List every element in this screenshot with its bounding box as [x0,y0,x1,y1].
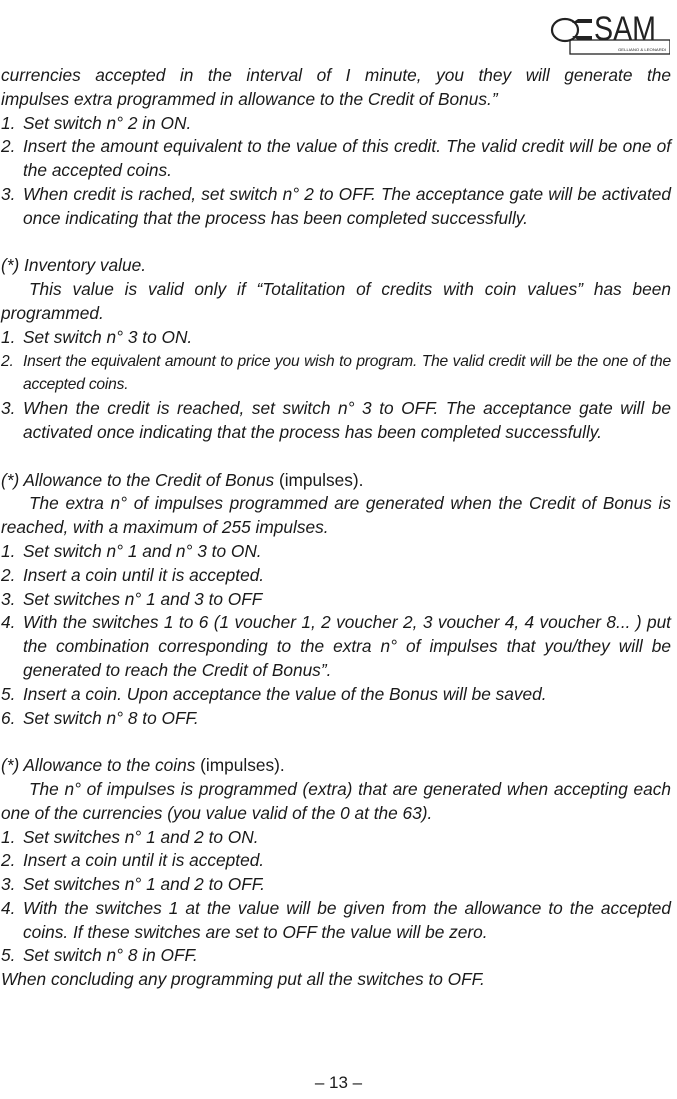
list-item [1,350,671,398]
inventory-steps [1,326,671,445]
inventory-description [1,278,671,326]
list-item [1,135,671,183]
list-item [1,326,671,350]
coins-description-text: The n° of impulses is programmed (extra) that are generated when accepting each one of the currencies (you value valid of the 0 at the 63). [1,778,671,823]
bonus-heading [1,469,671,493]
step-number: 3. [1,874,16,895]
coins-heading-title: (*) Allowance to the coins [1,755,196,776]
step-number: 3. [1,398,16,419]
intro-line-1: currencies accepted in the interval of I minute, you they will generate the [1,65,671,85]
bonus-heading-suffix: (impulses). [278,469,364,490]
step-text: Insert the amount equivalent to the value of this credit. The valid credit will be one of the accepted coins. [23,136,671,181]
step-text: Insert the equivalent amount to price you wish to program. The valid credit will be the one of the accepted coins. [23,352,671,394]
step-number: 1. [1,326,16,347]
step-text: Set switch n° 1 and n° 3 to ON. [23,540,262,561]
step-number: 2. [1,564,16,585]
inventory-description-text: This value is valid only if “Totalitation of credits with coin values” has been programmed. [1,279,671,323]
step-text: Insert a coin until it is accepted. [23,850,265,871]
list-item [1,944,671,968]
step-text: When the credit is reached, set switch n° 3 to OFF. The acceptance gate will be activated once indicating that the process has been completed successfully. [23,398,671,442]
step-number: 5. [1,945,16,966]
bonus-heading-title: (*) Allowance to the Credit of Bonus [1,469,275,490]
step-text: When credit is rached, set switch n° 2 to OFF. The acceptance gate will be activated once indicating that the process has been completed successfully. [23,183,671,228]
step-number: 1. [1,540,16,561]
list-item [1,564,671,588]
step-text: Set switch n° 3 to ON. [23,326,193,347]
logo-brand: SAM [594,10,656,48]
logo-tagline: GELLIANO & LEONARDI [618,47,666,52]
list-item [1,707,671,731]
step-text: With the switches 1 to 6 (1 voucher 1, 2 voucher 2, 3 voucher 4, 4 voucher 8... ) put the combination corresponding to the extra n° of impulses that you/they will be generated to reach the Credit of Bonus”. [23,612,671,680]
list-item [1,183,671,231]
coins-steps [1,826,671,969]
list-item [1,897,671,945]
inventory-heading: (*) Inventory value. [1,255,147,276]
list-item [1,611,671,682]
step-number: 4. [1,897,16,918]
step-text: With the switches 1 at the value will be given from the allowance to the accepted coins. If these switches are set to OFF the value will be zero. [23,897,671,942]
coins-description [1,778,671,826]
step-number: 6. [1,707,16,728]
step-text: Set switch n° 8 to OFF. [23,707,199,728]
list-item [1,397,671,445]
step-text: Insert a coin until it is accepted. [23,564,265,585]
sam-logo [548,6,670,56]
list-item [1,849,671,873]
list-item [1,112,671,136]
step-number: 1. [1,826,16,847]
bonus-steps [1,540,671,730]
list-item [1,873,671,897]
step-text: Set switches n° 1 and 3 to OFF [23,588,263,609]
closing-note: When concluding any programming put all the switches to OFF. [1,969,485,990]
bonus-description-text: The extra n° of impulses programmed are generated when the Credit of Bonus is reached, with a maximum of 255 impulses. [1,493,671,538]
step-number: 3. [1,183,16,204]
list-item [1,540,671,564]
step-text: Set switches n° 1 and 2 to OFF. [23,874,265,895]
step-number: 1. [1,112,16,133]
step-number: 2. [1,136,16,157]
coins-heading-suffix: (impulses). [200,755,285,776]
sam-logo-icon [548,6,670,56]
intro-line-2: impulses extra programmed in allowance to the Credit of Bonus.” [1,88,498,109]
step-text: Set switch n° 8 in OFF. [23,945,198,966]
list-item [1,588,671,612]
bonus-description [1,492,671,540]
step-text: Insert a coin. Upon acceptance the value of the Bonus will be saved. [23,683,547,704]
intro-steps [1,112,671,231]
step-number: 2. [1,850,16,871]
coins-heading [1,754,671,778]
document-body [1,64,671,992]
step-number: 5. [1,683,16,704]
list-item [1,826,671,850]
step-number: 4. [1,612,16,633]
step-text: Set switches n° 1 and 2 to ON. [23,826,259,847]
step-number: 2. [1,352,14,370]
step-text: Set switch n° 2 in ON. [23,112,192,133]
step-number: 3. [1,588,16,609]
list-item [1,683,671,707]
page-number: – 13 – [314,1073,363,1092]
